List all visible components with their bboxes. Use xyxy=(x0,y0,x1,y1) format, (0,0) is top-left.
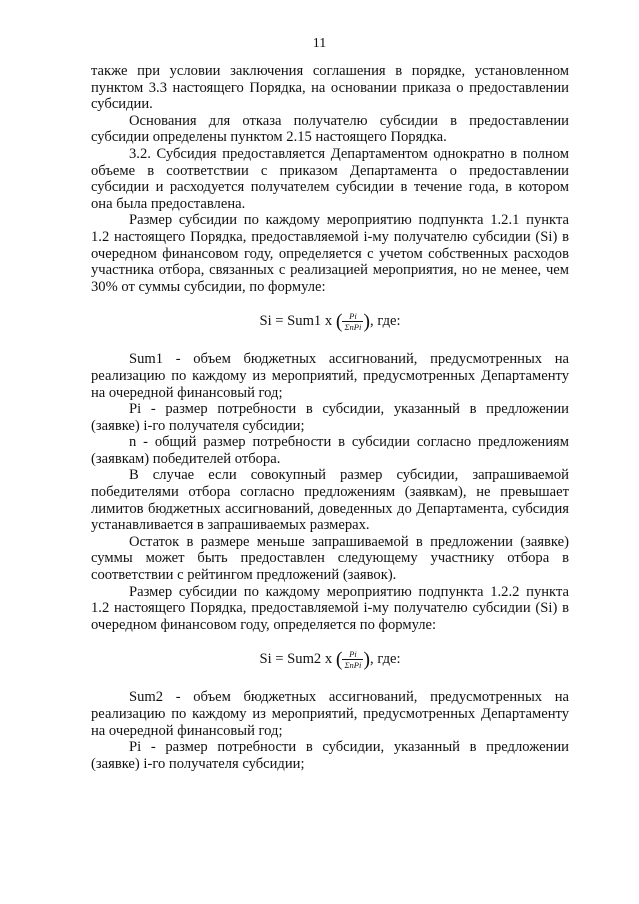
formula-2 xyxy=(91,649,569,670)
formula-1-numerator: Pi xyxy=(342,311,363,322)
formula-2-numerator: Pi xyxy=(342,649,363,660)
paragraph-within-limits: В случае если совокупный размер субсидии, запрашиваемой победителями отбора согласно предложениям (заявкам), не превышает лимитов бюджетных ассигнований, доведенных до Департамента, субсидия устанавливается в запрашиваемых размерах. xyxy=(91,467,569,534)
formula-2-lhs: Si = Sum2 x xyxy=(259,651,336,668)
formula-2-suffix: , где: xyxy=(370,651,401,668)
paragraph-remainder: Остаток в размере меньше запрашиваемой в предложении (заявке) суммы может быть предоставлен следующему участнику отбора в соответствии с рейтингом предложений (заявок). xyxy=(91,533,569,584)
page-number: 11 xyxy=(312,36,327,51)
formula-1-lhs: Si = Sum1 x xyxy=(259,313,336,330)
definition-n: n - общий размер потребности в субсидии согласно предложениям (заявкам) победителей отбора. xyxy=(91,434,569,467)
paragraph-continuation: также при условии заключения соглашения в порядке, установленном пунктом 3.3 настоящего Порядка, на основании приказа о предоставлении субсидии. xyxy=(91,63,569,113)
open-paren: ( xyxy=(335,648,343,671)
formula-1-denominator: ΣnPi xyxy=(344,322,362,333)
definition-sum1: Sum1 - объем бюджетных ассигнований, предусмотренных на реализацию по каждому из мероприятий, предусмотренных Департаменту на очередной финансовый год; xyxy=(91,351,569,401)
paragraph-refusal-grounds: Основания для отказа получателю субсидии в предоставлении субсидии определены пунктом 2.15 настоящего Порядка. xyxy=(91,112,569,146)
close-paren: ) xyxy=(363,648,371,671)
paragraph-subsidy-size-1-2-2: Размер субсидии по каждому мероприятию подпункта 1.2.2 пункта 1.2 настоящего Порядка, предоставляемой i-му получателю субсидии (Si) в очередном финансовом году, определяется по формуле: xyxy=(91,583,569,633)
formula-2-fraction xyxy=(342,649,363,670)
formula-1-fraction xyxy=(342,311,363,332)
definition-pi-1: Pi - размер потребности в субсидии, указанный в предложении (заявке) i-го получателя субсидии; xyxy=(91,401,569,434)
formula-1-suffix: , где: xyxy=(370,313,401,330)
close-paren: ) xyxy=(363,310,371,333)
definition-sum2: Sum2 - объем бюджетных ассигнований, предусмотренных на реализацию по каждому из мероприятий, предусмотренных Департаменту на очередной финансовый год; xyxy=(91,689,569,739)
formula-2-denominator: ΣnPi xyxy=(344,660,362,671)
paragraph-subsidy-size-1-2-1: Размер субсидии по каждому мероприятию подпункта 1.2.1 пункта 1.2 настоящего Порядка, предоставляемой i-му получателю субсидии (Si) в очередном финансовом году, определяется с учетом собственных расходов участника отбора, связанных с реализацией мероприятия, но не менее, чем 30% от суммы субсидии, по формуле: xyxy=(91,212,569,295)
document-body xyxy=(91,63,569,772)
paragraph-3-2: 3.2. Субсидия предоставляется Департаментом однократно в полном объеме в соответствии с приказом Департамента о предоставлении субсидии и расходуется получателем субсидии в течение года, в котором она была предоставлена. xyxy=(91,145,569,212)
definition-pi-2: Pi - размер потребности в субсидии, указанный в предложении (заявке) i-го получателя субсидии; xyxy=(91,739,569,772)
open-paren: ( xyxy=(335,310,343,333)
formula-1 xyxy=(91,311,569,332)
